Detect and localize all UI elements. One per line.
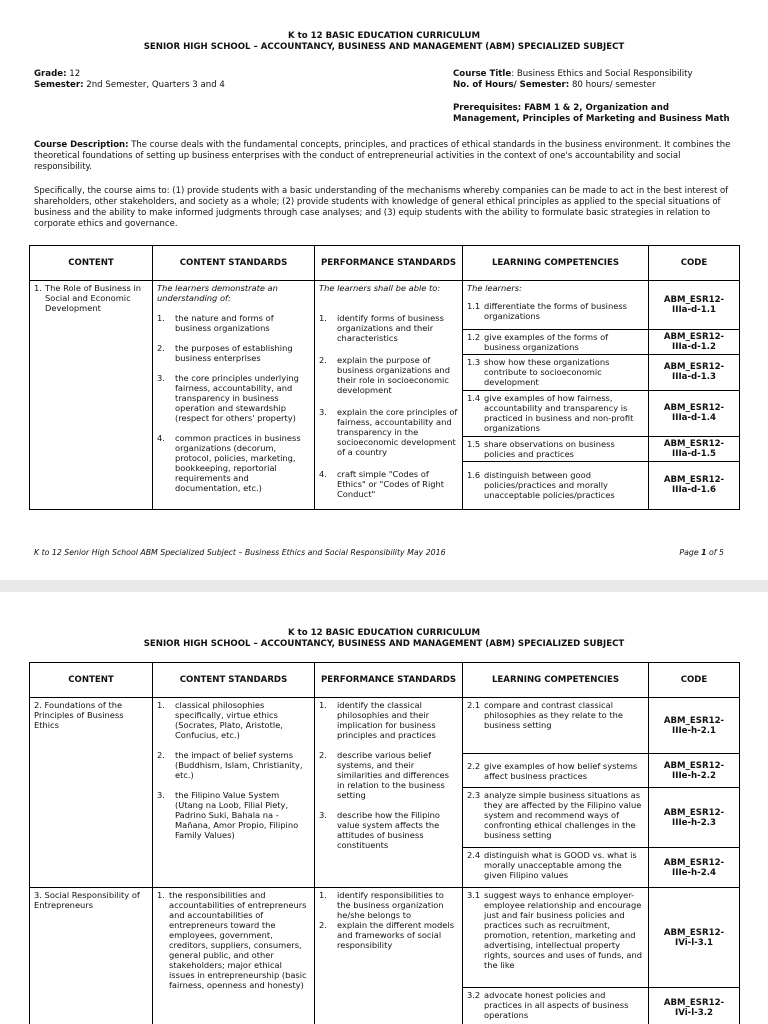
curriculum-table-page-2 xyxy=(29,662,740,1024)
code-intro-cell xyxy=(649,281,740,294)
prerequisites-line-2: Management, Principles of Marketing and Business Math xyxy=(453,114,730,124)
header-line-2: SENIOR HIGH SCHOOL – ACCOUNTANCY, BUSINESS AND MANAGEMENT (ABM) SPECIALIZED SUBJECT xyxy=(143,639,625,649)
content-standards-cell xyxy=(153,698,315,888)
ps-intro: The learners shall be able to: xyxy=(319,283,441,293)
list-item: 1. the nature and forms of business organizations xyxy=(157,313,274,333)
content-standards-cell xyxy=(153,281,315,510)
header-code: CODE xyxy=(649,246,740,281)
performance-standards-cell xyxy=(315,698,463,888)
prerequisites-line-1: Prerequisites: FABM 1 & 2, Organization and xyxy=(453,103,670,113)
list-item: 1. identify forms of business organizations and their characteristics xyxy=(319,313,444,343)
competency-cell: 1.6 distinguish between good policies/practices and morally unacceptable policies/practices xyxy=(463,461,649,509)
content-number: 1. xyxy=(34,283,42,293)
list-item: 2. describe various belief systems, and their similarities and differences in relation to the business setting xyxy=(319,750,449,800)
course-description-label: Course Description: xyxy=(34,140,129,150)
table-row xyxy=(30,698,740,754)
header-line-2: SENIOR HIGH SCHOOL – ACCOUNTANCY, BUSINESS AND MANAGEMENT (ABM) SPECIALIZED SUBJECT xyxy=(143,42,625,52)
list-item: 1. identify the classical philosophies and their implication for business principles and practices xyxy=(319,700,436,740)
performance-standards-cell xyxy=(315,888,463,1024)
header-learning-competencies: LEARNING COMPETENCIES xyxy=(463,663,649,698)
cs-list xyxy=(157,700,310,840)
header-content-standards: CONTENT STANDARDS xyxy=(153,246,315,281)
code-cell: ABM_ESR12- IIIa-d-1.5 xyxy=(649,436,740,461)
course-title-value: : Business Ethics and Social Responsibility xyxy=(511,69,693,79)
cs-list xyxy=(157,313,310,493)
document-page-2 xyxy=(0,592,768,1024)
content-standards-cell xyxy=(153,888,315,1024)
competency-cell: 2.3 analyze simple business situations as they are affected by the Filipino value system and recommend ways of confronting ethical challenges in the business setting xyxy=(463,788,649,848)
table-row xyxy=(30,888,740,988)
list-item: 1. the responsibilities and accountabilities of entrepreneurs and accountabilities of entrepreneurs toward the employees, government, creditors, suppliers, consumers, general public, and other stakeholders; major ethical issues in entrepreneurship (basic fairness, openness and honesty) xyxy=(157,890,307,990)
course-info-block xyxy=(453,69,743,125)
header-content: CONTENT xyxy=(30,663,153,698)
list-item: 2. the purposes of establishing business enterprises xyxy=(157,343,293,363)
code-cell: ABM_ESR12- IIIe-h-2.3 xyxy=(649,788,740,848)
code-cell: ABM_ESR12- IVi-l-3.1 xyxy=(649,888,740,988)
grade-value: 12 xyxy=(69,69,81,79)
course-description xyxy=(34,140,734,173)
course-description-text: The course deals with the fundamental concepts, principles, and practices of ethical standards in the business environment. It combines the theoretical foundations of setting up business enterprises with the conduct of entrepreneurial activities in the context of one's accountability and social responsibility. xyxy=(34,140,731,172)
list-item: 1. identify responsibilities to the business organization he/she belongs to xyxy=(319,890,444,920)
table-header-row xyxy=(30,246,740,281)
competency-cell: 2.2 give examples of how belief systems affect business practices xyxy=(463,754,649,788)
content-cell: 3. Social Responsibility of Entrepreneurs xyxy=(30,888,153,1024)
footer-text: K to 12 Senior High School ABM Specialized Subject – Business Ethics and Social Responsibility May 2016 xyxy=(34,548,446,557)
header-performance-standards: PERFORMANCE STANDARDS xyxy=(315,663,463,698)
semester-label: Semester: xyxy=(34,80,84,90)
ps-list xyxy=(319,700,458,850)
page-number: Page 1 of 5 xyxy=(679,548,724,557)
list-item: 2. explain the different models and frameworks of social responsibility xyxy=(319,920,455,950)
header-line-1: K to 12 BASIC EDUCATION CURRICULUM xyxy=(287,31,481,41)
table-header-row xyxy=(30,663,740,698)
hours-label: No. of Hours/ Semester: xyxy=(453,80,570,90)
competency-cell: 1.5 share observations on business policies and practices xyxy=(463,436,649,461)
list-item: 3. explain the core principles of fairness, accountability and transparency in the socioeconomic development of a country xyxy=(319,407,458,457)
header-code: CODE xyxy=(649,663,740,698)
competency-cell: 1.1 differentiate the forms of business organizations xyxy=(463,293,649,329)
list-item: 2. the impact of belief systems (Buddhism, Islam, Christianity, etc.) xyxy=(157,750,303,780)
grade-label: Grade: xyxy=(34,69,67,79)
table-row xyxy=(30,281,740,294)
competency-cell: 1.3 show how these organizations contribute to socioeconomic development xyxy=(463,354,649,390)
document-header xyxy=(0,0,768,53)
document-header xyxy=(0,592,768,650)
list-item: 4. craft simple "Codes of Ethics" or "Codes of Right Conduct" xyxy=(319,469,445,499)
code-cell: ABM_ESR12- IIIe-h-2.1 xyxy=(649,698,740,754)
header-content-standards: CONTENT STANDARDS xyxy=(153,663,315,698)
ps-list xyxy=(319,890,458,950)
code-cell: ABM_ESR12- IIIa-d-1.1 xyxy=(649,293,740,329)
competency-cell: 1.4 give examples of how fairness, accountability and transparency is practiced in business and non-profit organizations xyxy=(463,390,649,436)
content-cell xyxy=(30,281,153,510)
code-cell: ABM_ESR12- IIIe-h-2.4 xyxy=(649,848,740,888)
semester-value: 2nd Semester, Quarters 3 and 4 xyxy=(86,80,225,90)
lc-intro: The learners: xyxy=(463,281,649,294)
code-cell: ABM_ESR12- IVi-l-3.2 xyxy=(649,988,740,1024)
competency-cell: 3.2 advocate honest policies and practices in all aspects of business operations xyxy=(463,988,649,1024)
header-performance-standards: PERFORMANCE STANDARDS xyxy=(315,246,463,281)
content-text: The Role of Business in Social and Economic Development xyxy=(45,283,142,313)
curriculum-table-page-1 xyxy=(29,245,740,510)
list-item: 2. explain the purpose of business organizations and their role in socioeconomic development xyxy=(319,355,450,395)
code-cell: ABM_ESR12- IIIa-d-1.6 xyxy=(649,461,740,509)
hours-value: 80 hours/ semester xyxy=(571,80,656,90)
code-cell: ABM_ESR12- IIIa-d-1.3 xyxy=(649,354,740,390)
competency-cell: 1.2 give examples of the forms of business organizations xyxy=(463,329,649,354)
header-line-1: K to 12 BASIC EDUCATION CURRICULUM xyxy=(287,628,481,638)
code-cell: ABM_ESR12- IIIe-h-2.2 xyxy=(649,754,740,788)
list-item: 4. common practices in business organizations (decorum, protocol, policies, marketing, bookkeeping, reportorial requirements and documentation, etc.) xyxy=(157,433,301,493)
content-cell: 2. Foundations of the Principles of Business Ethics xyxy=(30,698,153,888)
ps-list xyxy=(319,313,458,499)
performance-standards-cell xyxy=(315,281,463,510)
list-item: 3. the core principles underlying fairness, accountability, and transparency in business operation and stewardship (respect for others' property) xyxy=(157,373,299,423)
course-aims: Specifically, the course aims to: (1) provide students with a basic understanding of the mechanisms whereby companies can be made to act in the best interest of shareholders, other stakeholders, and society as a whole; (2) provide students with knowledge of general ethical principles as applied to the special situations of business and the ability to make informed judgments through case analyses; and (3) equip students with the ability to formulate basic strategies in relation to corporate ethics and governance. xyxy=(34,186,729,229)
competency-cell: 3.1 suggest ways to enhance employer-employee relationship and encourage just and fair business policies and practices such as recruitment, promotion, retention, marketing and advertising, intellectual property rights, sources and uses of funds, and the like xyxy=(463,888,649,988)
list-item: 1. classical philosophies specifically, virtue ethics (Socrates, Plato, Aristotle, Confucius, etc.) xyxy=(157,700,283,740)
competency-cell: 2.4 distinguish what is GOOD vs. what is morally unacceptable among the given Filipino values xyxy=(463,848,649,888)
competency-cell: 2.1 compare and contrast classical philosophies as they relate to the business setting xyxy=(463,698,649,754)
header-learning-competencies: LEARNING COMPETENCIES xyxy=(463,246,649,281)
cs-list xyxy=(157,890,310,990)
cs-intro: The learners demonstrate an understanding of: xyxy=(157,283,278,303)
code-cell: ABM_ESR12- IIIa-d-1.4 xyxy=(649,390,740,436)
grade-semester-block xyxy=(34,69,225,91)
list-item: 3. the Filipino Value System (Utang na Loob, Filial Piety, Padrino Suki, Bahala na - Mañana, Amor Propio, Filipino Family Values) xyxy=(157,790,299,840)
page-gap xyxy=(0,580,768,592)
course-title-label: Course Title xyxy=(453,69,512,79)
code-cell: ABM_ESR12- IIIa-d-1.2 xyxy=(649,329,740,354)
header-content: CONTENT xyxy=(30,246,153,281)
list-item: 3. describe how the Filipino value system affects the attitudes of business constituents xyxy=(319,810,440,850)
